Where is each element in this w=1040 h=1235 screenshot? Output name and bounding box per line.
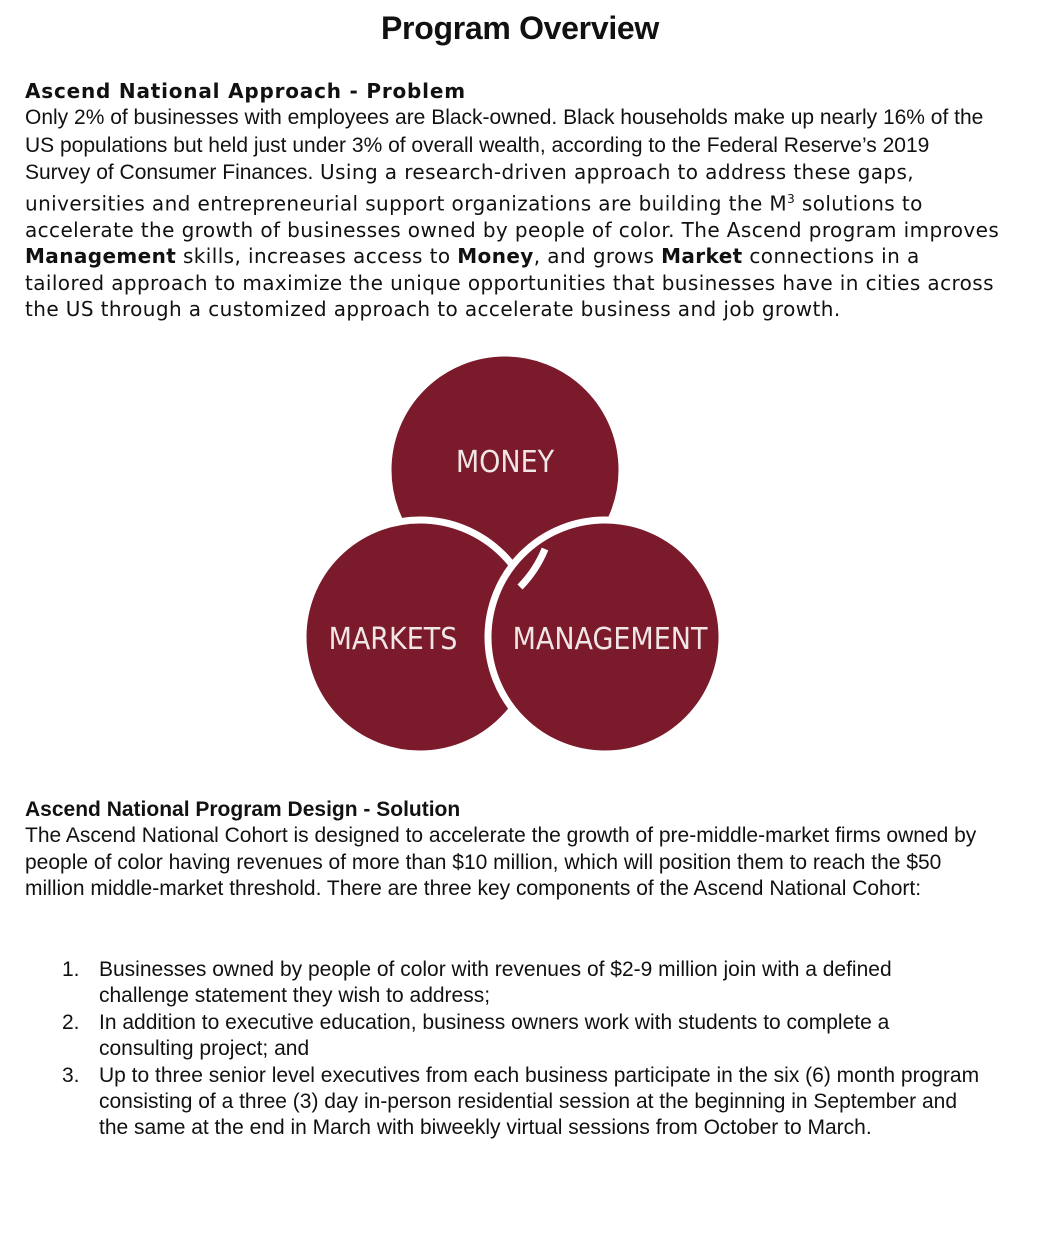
problem-text-1: Using a research-driven approach to address these gaps, universities and entrepreneurial support organizations are building the M <box>25 159 915 216</box>
money-label: MONEY <box>455 445 555 480</box>
emphasis-money: Money <box>457 244 534 269</box>
page-title: Program Overview <box>381 10 659 46</box>
list-item <box>57 1063 987 1142</box>
list-item-text: Up to three senior level executives from each business participate in the six (6) month program consisting of a three (3) day in-person residential session at the beginning in September and the same at the end in March with biweekly virtual sessions from October to March. <box>99 1063 980 1140</box>
list-item-text: Businesses owned by people of color with revenues of $2-9 million join with a defined challenge statement they wish to address; <box>99 958 892 1008</box>
list-item-number: 3. <box>62 1063 80 1087</box>
list-item-text: In addition to executive education, business owners work with students to complete a consulting project; and <box>99 1010 890 1061</box>
emphasis-management: Management <box>25 244 177 269</box>
problem-text-2: solutions to accelerate the growth of businesses owned by people of color. The Ascend program improves <box>25 191 1000 243</box>
list-item <box>57 1010 987 1063</box>
markets-label: MARKETS <box>328 622 458 657</box>
solution-section <box>25 797 1000 903</box>
problem-heading: Ascend National Approach - Problem <box>25 79 466 103</box>
management-label: MANAGEMENT <box>512 622 708 657</box>
problem-lead-text: Only 2% of businesses with employees are Black-owned. Black households make up nearly 16% of the US populations but held just under 3% of overall wealth, according to the Federal Reserve’s 2019 Survey of Consumer Finances. <box>25 106 984 184</box>
m3-venn-diagram <box>300 350 725 760</box>
problem-text-3: skills, increases access to <box>176 244 458 269</box>
problem-text-4: , and grows <box>533 244 662 269</box>
emphasis-market: Market <box>661 244 743 269</box>
problem-text-5: connections in a tailored approach to maximize the unique opportunities that businesses have in cities across the US through a customized approach to accelerate business and job growth. <box>25 244 994 322</box>
superscript-3: 3 <box>787 192 796 207</box>
solution-heading: Ascend National Program Design - Solution <box>25 798 461 821</box>
list-item <box>57 957 987 1010</box>
list-item-number: 1. <box>62 958 80 981</box>
problem-section <box>25 78 1000 322</box>
list-item-number: 2. <box>62 1010 80 1034</box>
solution-paragraph: The Ascend National Cohort is designed to accelerate the growth of pre-middle-market firms owned by people of color having revenues of more than $10 million, which will position them to reach the $50 million middle-market threshold. There are three key components of the Ascend National Cohort: <box>25 824 977 901</box>
problem-paragraph <box>25 104 1000 322</box>
components-list <box>57 957 987 1142</box>
